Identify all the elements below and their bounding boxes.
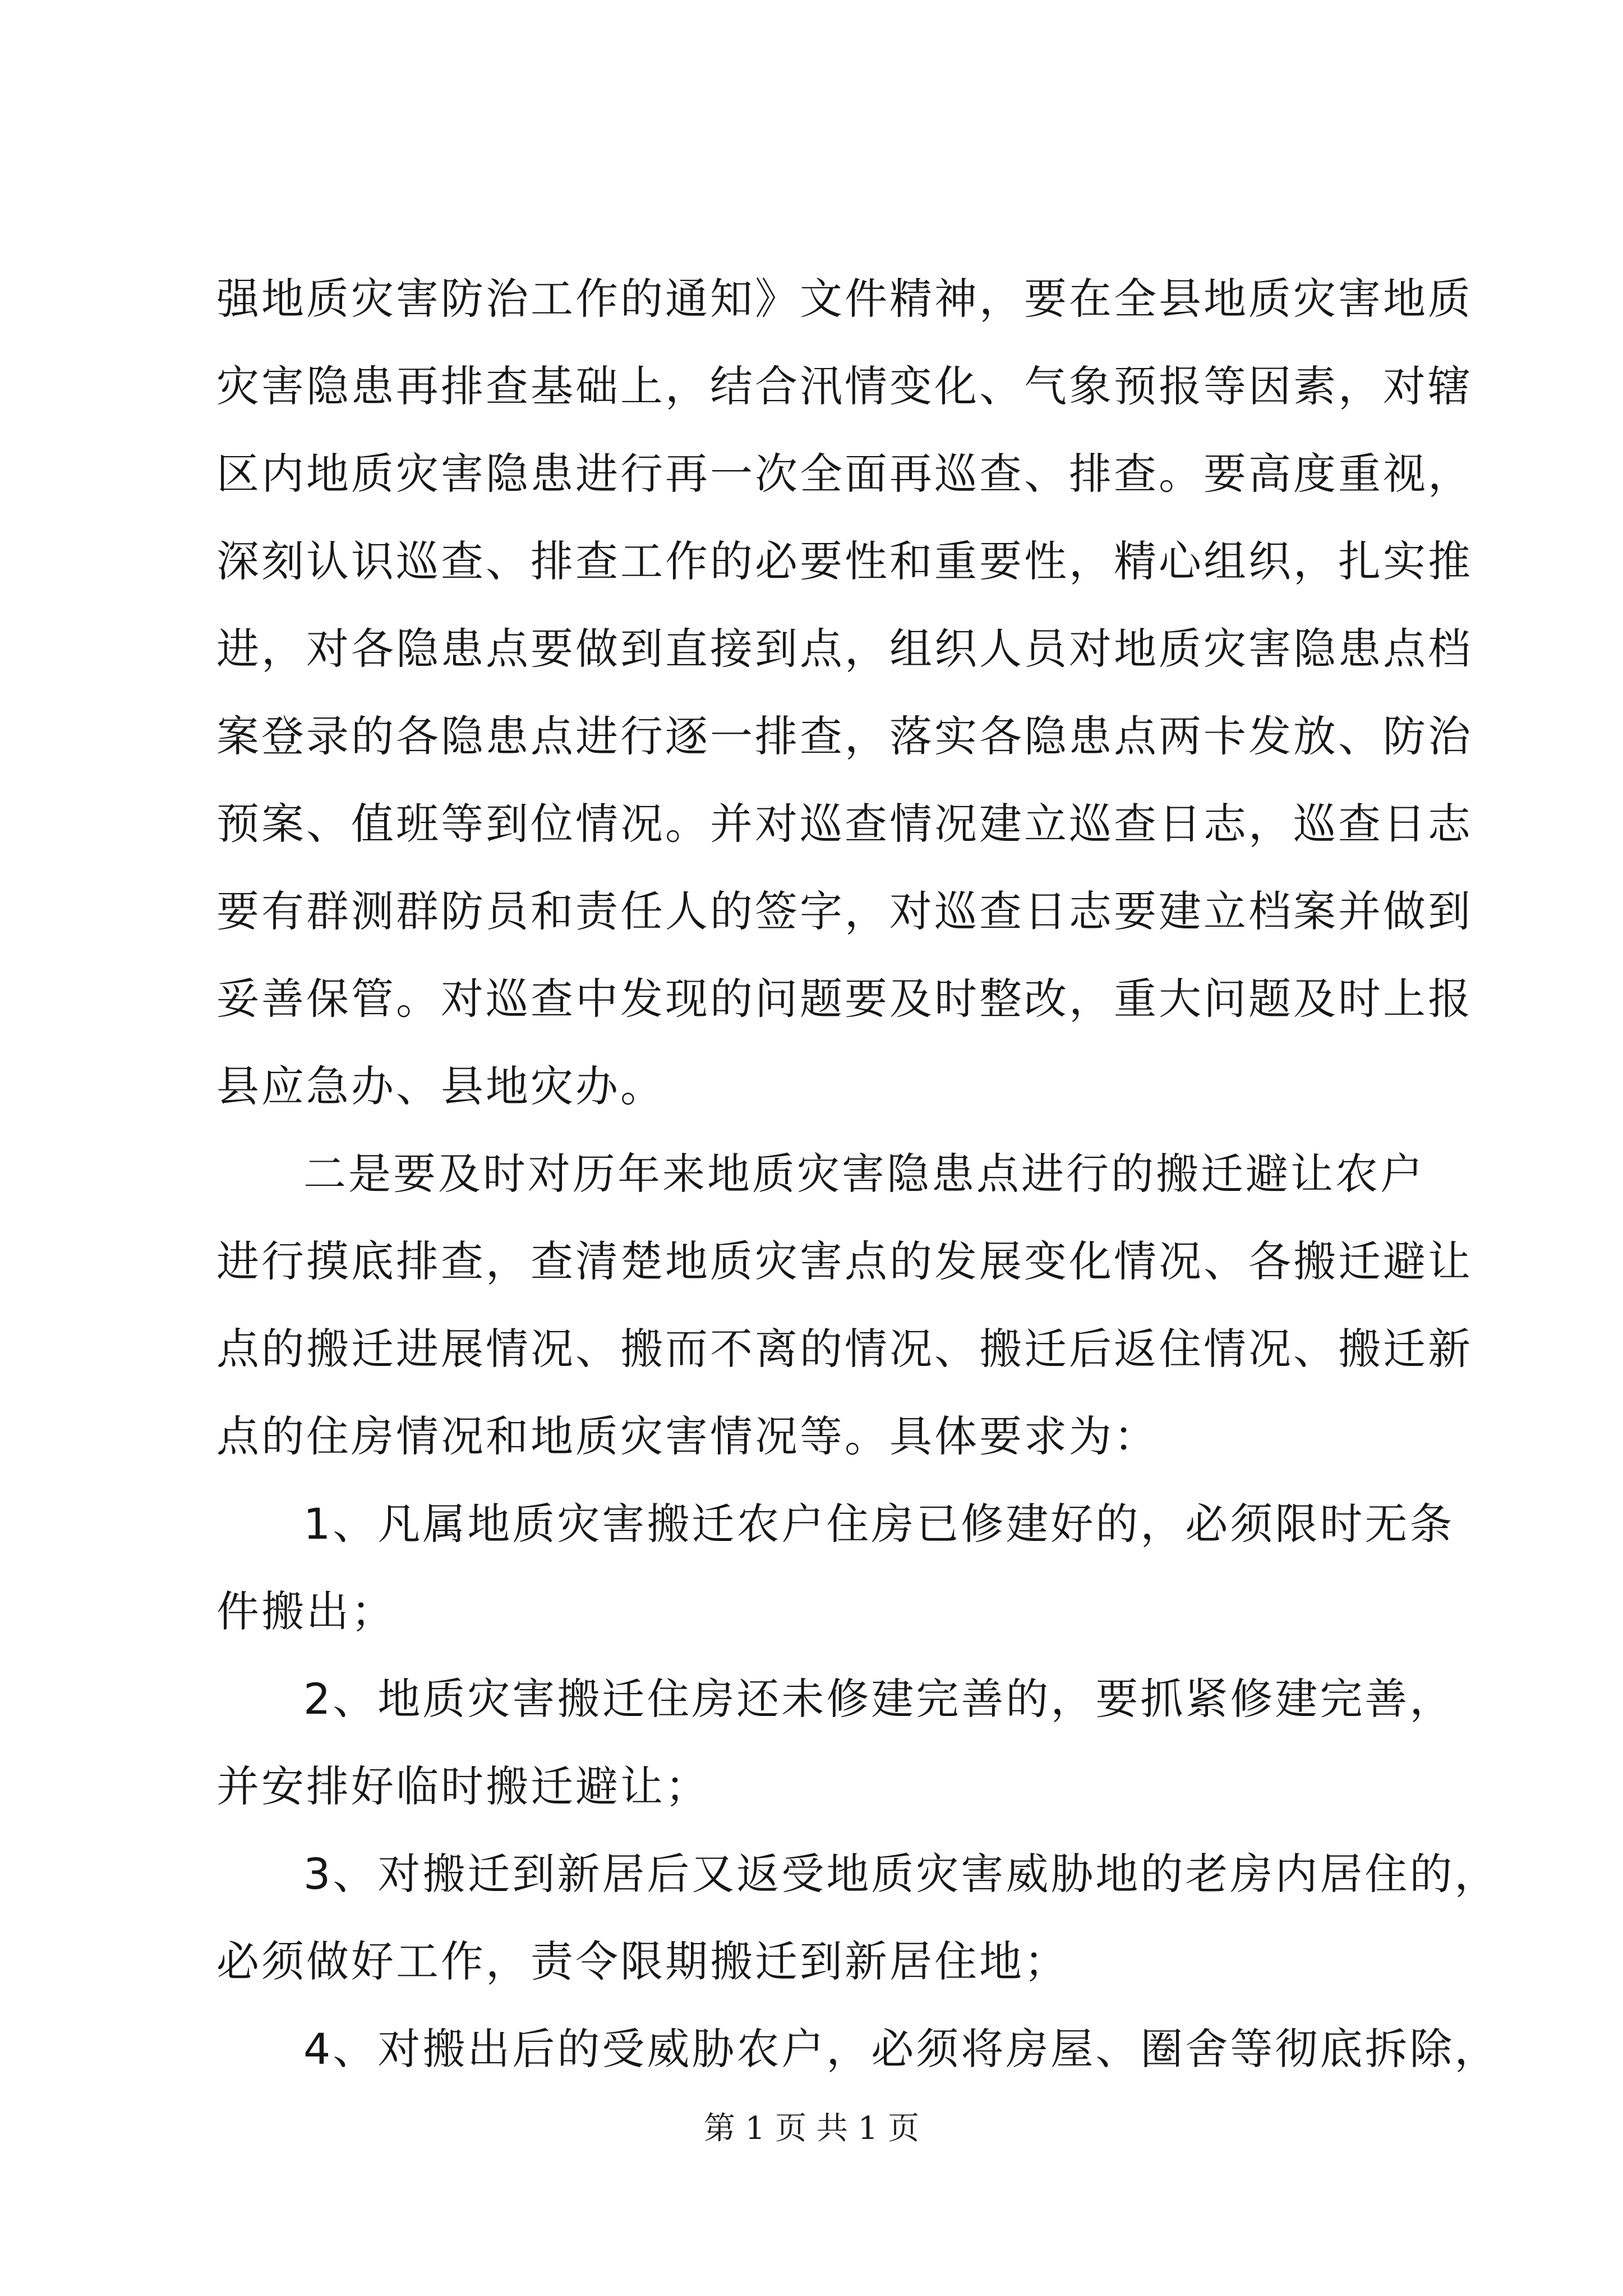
- text-line: 必须做好工作，责令限期搬迁到新居住地；: [216, 1936, 1069, 1986]
- text-line: 并安排好临时搬迁避让；: [216, 1761, 710, 1811]
- text-line: 强地质灾害防治工作的通知》文件精神，要在全县地质灾害地质: [216, 274, 1473, 324]
- text-line: 妥善保管。对巡查中发现的问题要及时整改，重大问题及时上报: [216, 974, 1473, 1024]
- text-line: 进，对各隐患点要做到直接到点，组织人员对地质灾害隐患点档: [216, 624, 1473, 674]
- page-footer: 第 1 页 共 1 页: [703, 2110, 920, 2147]
- text-line: 深刻认识巡查、排查工作的必要性和重要性，精心组织，扎实推: [216, 536, 1473, 586]
- text-line: 县应急办、县地灾办。: [216, 1061, 665, 1111]
- text-line: 进行摸底排查，查清楚地质灾害点的发展变化情况、各搬迁避让: [216, 1236, 1473, 1286]
- text-line: 2、地质灾害搬迁住房还未修建完善的，要抓紧修建完善，: [303, 1674, 1455, 1724]
- text-line: 灾害隐患再排查基础上，结合汛情变化、气象预报等因素，对辖: [216, 361, 1473, 411]
- text-line: 3、对搬迁到新居后又返受地质灾害威胁地的老房内居住的，: [303, 1849, 1500, 1899]
- text-line: 区内地质灾害隐患进行再一次全面再巡查、排查。要高度重视，: [216, 449, 1473, 499]
- text-line: 件搬出；: [216, 1586, 396, 1636]
- text-line: 4、对搬出后的受威胁农户，必须将房屋、圈舍等彻底拆除，: [303, 2024, 1500, 2074]
- text-line: 二是要及时对历年来地质灾害隐患点进行的搬迁避让农户: [303, 1149, 1425, 1199]
- text-line: 点的搬迁进展情况、搬而不离的情况、搬迁后返住情况、搬迁新: [216, 1324, 1473, 1374]
- text-line: 1、凡属地质灾害搬迁农户住房已修建好的，必须限时无条: [303, 1499, 1455, 1549]
- text-line: 要有群测群防员和责任人的签字，对巡查日志要建立档案并做到: [216, 886, 1473, 936]
- text-line: 预案、值班等到位情况。并对巡查情况建立巡查日志，巡查日志: [216, 799, 1473, 849]
- body-text: [216, 255, 1500, 2093]
- text-line: 点的住房情况和地质灾害情况等。具体要求为：: [216, 1411, 1159, 1461]
- text-line: 案登录的各隐患点进行逐一排查，落实各隐患点两卡发放、防治: [216, 711, 1473, 761]
